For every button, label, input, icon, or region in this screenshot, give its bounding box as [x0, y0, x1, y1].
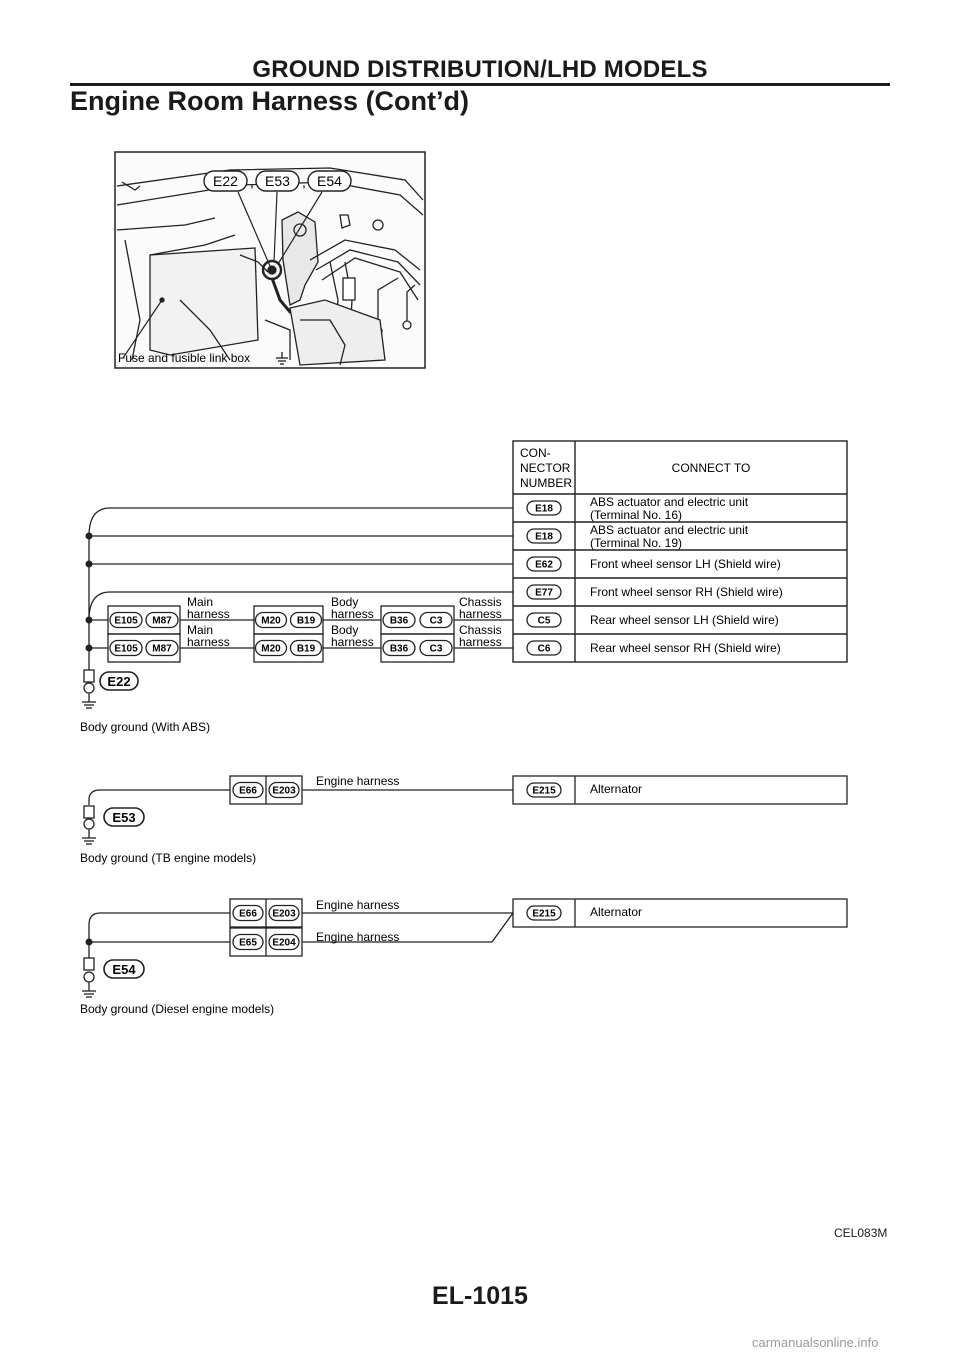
abs-r0-b19	[291, 613, 322, 628]
row-3-connector	[527, 585, 561, 599]
abs-r0-m20	[256, 613, 287, 628]
abs-r1-m87	[146, 641, 178, 656]
callout-e53: E53	[265, 173, 290, 189]
tb-e66	[233, 783, 263, 798]
abs-r0-m87	[146, 613, 178, 628]
abs-r1-m87-text: M87	[152, 643, 172, 655]
tb-alternator: Alternator	[590, 782, 643, 796]
body-harness-1a: Body	[331, 595, 359, 609]
abs-r1-e105	[110, 641, 142, 656]
tb-e66-text: E66	[239, 785, 257, 797]
row-2-connector	[527, 557, 561, 571]
tb-e203	[269, 783, 299, 798]
row-2-connector-text: E62	[535, 559, 553, 571]
row-4-connector-text: C5	[537, 615, 551, 627]
abs-r0-b36	[383, 613, 415, 628]
row-1-line-0: ABS actuator and electric unit	[590, 523, 749, 537]
diesel-harness-2: Engine harness	[316, 930, 400, 944]
figure-code: CEL083M	[834, 1226, 888, 1240]
abs-r1-e105-text: E105	[114, 643, 138, 655]
row-4-line-0: Rear wheel sensor LH (Shield wire)	[590, 613, 779, 627]
diesel-e65-text: E65	[239, 937, 257, 949]
diesel-e203-text: E203	[272, 908, 296, 920]
page-title: GROUND DISTRIBUTION/LHD MODELS	[252, 56, 708, 83]
abs-r1-m20	[256, 641, 287, 656]
abs-r0-m87-text: M87	[152, 615, 172, 627]
body-harness-1b: harness	[331, 607, 374, 621]
tb-harness-label: Engine harness	[316, 774, 400, 788]
abs-r0-b36-text: B36	[389, 615, 409, 627]
head-con: CON-	[520, 446, 551, 460]
main-harness-1b: harness	[187, 607, 230, 621]
diesel-e66	[233, 906, 263, 921]
abs-r0-m20-text: M20	[261, 615, 281, 627]
row-1-connector-text: E18	[535, 531, 553, 543]
table-rows	[527, 495, 783, 655]
row-0-line-1: (Terminal No. 16)	[590, 508, 683, 522]
abs-r1-b36	[383, 641, 415, 656]
diesel-e215	[527, 906, 561, 920]
abs-r0-e105	[110, 613, 142, 628]
tb-ground-label: Body ground (TB engine models)	[80, 851, 257, 865]
chassis-harness-2b: harness	[459, 635, 502, 649]
diesel-e65	[233, 935, 263, 950]
row-5-line-0: Rear wheel sensor RH (Shield wire)	[590, 641, 781, 655]
diesel-e204-text: E204	[272, 937, 296, 949]
diesel-junction-dot	[86, 939, 93, 946]
diesel-wiring	[82, 899, 847, 997]
abs-r0-c3	[420, 613, 452, 628]
main-harness-2b: harness	[187, 635, 230, 649]
body-harness-2b: harness	[331, 635, 374, 649]
table-head	[520, 446, 750, 490]
row-3-line-0: Front wheel sensor RH (Shield wire)	[590, 585, 783, 599]
page-subtitle: Engine Room Harness (Cont’d)	[70, 86, 470, 116]
tb-ground-pill: E53	[112, 810, 136, 825]
diesel-harness-1: Engine harness	[316, 898, 400, 912]
abs-r0-c3-text: C3	[429, 615, 443, 627]
ground-e22-label: Body ground (With ABS)	[80, 720, 211, 734]
callout-sep-2: ,	[302, 174, 306, 190]
row-0-line-0: ABS actuator and electric unit	[590, 495, 749, 509]
abs-r1-b19	[291, 641, 322, 656]
abs-r1-m20-text: M20	[261, 643, 281, 655]
abs-r1-b36-text: B36	[389, 643, 409, 655]
abs-r1-c3	[420, 641, 452, 656]
diesel-e203	[269, 906, 299, 921]
diesel-e204	[269, 935, 299, 950]
diesel-ground-label: Body ground (Diesel engine models)	[80, 1002, 275, 1016]
body-harness-2a: Body	[331, 623, 359, 637]
row-5-connector	[527, 641, 561, 655]
diesel-alternator: Alternator	[590, 905, 643, 919]
abs-r0-e105-text: E105	[114, 615, 138, 627]
abs-r1-b19-text: B19	[296, 643, 316, 655]
tb-e203-text: E203	[272, 785, 296, 797]
row-0-connector	[527, 501, 561, 515]
callout-e54: E54	[317, 173, 342, 189]
tb-e215	[527, 783, 561, 797]
tb-wiring	[82, 776, 847, 844]
ground-e22-pill: E22	[107, 674, 131, 689]
watermark: carmanualsonline.info	[752, 1335, 879, 1350]
row-2-line-0: Front wheel sensor LH (Shield wire)	[590, 557, 781, 571]
callout-sep-1: ,	[250, 174, 254, 190]
chassis-harness-2a: Chassis	[459, 623, 502, 637]
abs-r0-b19-text: B19	[296, 615, 316, 627]
photo-callouts	[204, 171, 351, 191]
main-harness-1a: Main	[187, 595, 214, 609]
main-harness-2a: Main	[187, 623, 214, 637]
row-5-connector-text: C6	[537, 643, 551, 655]
row-1-line-1: (Terminal No. 19)	[590, 536, 683, 550]
fuse-box-label: Fuse and fusible link box	[118, 351, 251, 365]
head-nector: NECTOR	[520, 461, 571, 475]
head-connect-to: CONNECT TO	[671, 461, 751, 475]
abs-r1-c3-text: C3	[429, 643, 443, 655]
row-3-connector-text: E77	[535, 587, 553, 599]
chassis-harness-1b: harness	[459, 607, 502, 621]
tb-e215-text: E215	[532, 785, 556, 797]
diesel-e66-text: E66	[239, 908, 257, 920]
row-0-connector-text: E18	[535, 503, 553, 515]
diesel-e215-text: E215	[532, 908, 556, 920]
row-4-connector	[527, 613, 561, 627]
diesel-ground-pill: E54	[112, 962, 136, 977]
head-number: NUMBER	[520, 476, 573, 490]
row-1-connector	[527, 529, 561, 543]
page-number: EL-1015	[432, 1282, 528, 1310]
chassis-harness-1a: Chassis	[459, 595, 502, 609]
callout-e22: E22	[213, 173, 238, 189]
